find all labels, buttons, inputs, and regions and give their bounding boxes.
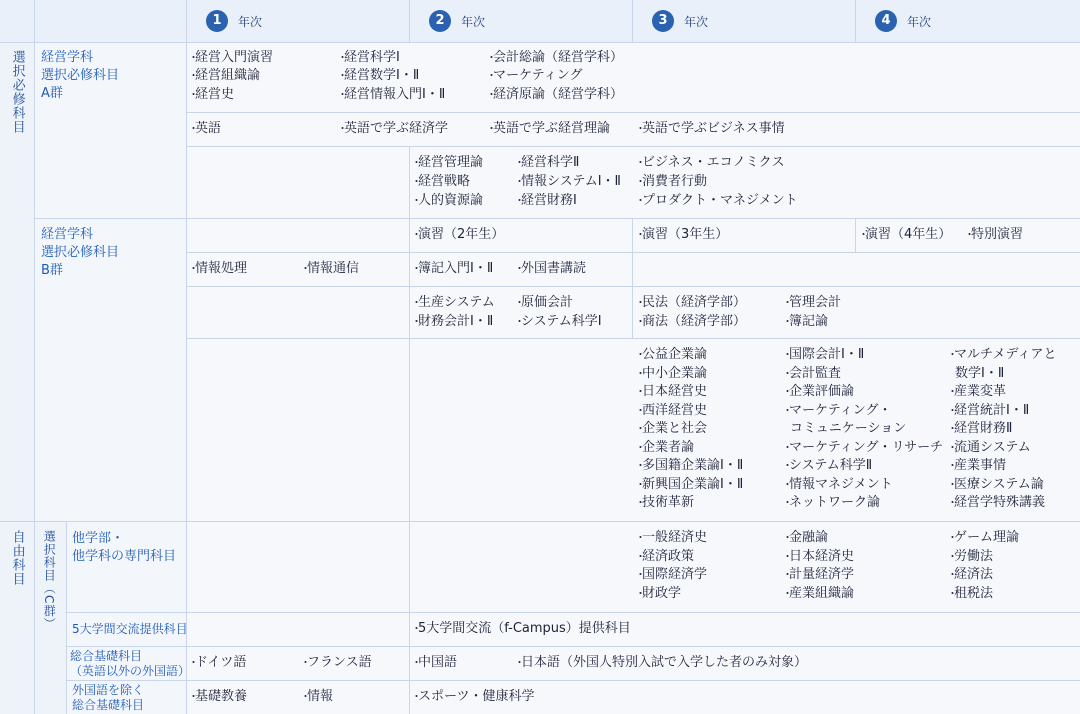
course-item: ・ 外国書講読 (522, 260, 586, 278)
course-item: ・ 演習（4年生） (866, 226, 951, 244)
course-item: ・ 情報システムⅠ・Ⅱ (522, 173, 621, 191)
course-item: ・ 経営史 (196, 86, 234, 104)
course-item: ・ 経営組織論 (196, 67, 260, 85)
course-item: ・ 経営戦略 (419, 173, 470, 191)
course-item: ・ ビジネス・エコノミクス (643, 154, 784, 172)
course-item: ・ 英語で学ぶ経済学 (345, 120, 448, 138)
course-item: ・ ネットワーク論 (790, 494, 880, 512)
category-other-faculty: 他学部・ 他学科の専門科目 (72, 531, 177, 564)
section-free: 自由科目 (9, 530, 25, 586)
category-five-univ: 5大学間交流提供科目 (72, 622, 188, 636)
year-2-badge: 2 (429, 10, 451, 32)
course-item: ・ 経営科学Ⅱ (522, 154, 579, 172)
course-item: ・ 英語で学ぶビジネス事情 (643, 120, 785, 138)
course-item: ・ 計量経済学 (790, 566, 854, 584)
course-item: ・ 5大学間交流（f-Campus）提供科目 (419, 620, 631, 638)
course-item: ・ 消費者行動 (643, 173, 707, 191)
course-item: ・ 産業事情 (955, 457, 1006, 475)
course-item: ・ 演習（2年生） (419, 226, 504, 244)
category-a-group: 経営学科 選択必修科目 A群 (41, 50, 120, 101)
year-3-badge: 3 (652, 10, 674, 32)
course-item: ・ マルチメディアと (955, 346, 1056, 364)
course-item-continued: コミュニケーション (790, 421, 907, 436)
course-item: ・ 経営科学Ⅰ (345, 49, 400, 67)
course-item: ・ 英語で学ぶ経営理論 (494, 120, 610, 138)
course-item: ・ 原価会計 (522, 294, 573, 312)
course-item: ・ 経営数学Ⅰ・Ⅱ (345, 67, 419, 85)
course-item: ・ 情報マネジメント (790, 476, 893, 494)
year-1-badge: 1 (206, 10, 228, 32)
course-item: ・ 簿記入門Ⅰ・Ⅱ (419, 260, 493, 278)
course-item: ・ 会計総論（経営学科） (494, 49, 623, 67)
category-b-group: 経営学科 選択必修科目 B群 (41, 227, 120, 278)
course-item: ・ 経済原論（経営学科） (494, 86, 623, 104)
course-item: ・ 経営情報入門Ⅰ・Ⅱ (345, 86, 445, 104)
course-item: ・ マーケティング・ (790, 402, 891, 420)
course-item: ・ 多国籍企業論Ⅰ・Ⅱ (643, 457, 743, 475)
course-item: ・ 日本語（外国人特別入試で入学した者のみ対象） (522, 654, 807, 672)
section-elective-c: 選択科目（C群） (42, 530, 57, 631)
course-item: ・ 技術革新 (643, 494, 694, 512)
course-item: ・ 中小企業論 (643, 365, 707, 383)
course-item: ・ 英語 (196, 120, 221, 138)
course-item: ・ 情報処理 (196, 260, 247, 278)
course-item: ・ 特別演習 (972, 226, 1023, 244)
course-item: ・ 経済政策 (643, 548, 694, 566)
section-required-elective: 選択必修科目 (9, 50, 25, 134)
course-item: ・ 簿記論 (790, 313, 828, 331)
category-general-other: 外国語を除く 総合基礎科目 (72, 683, 145, 712)
course-item: ・ ドイツ語 (196, 654, 246, 672)
course-item: ・ 新興国企業論Ⅰ・Ⅱ (643, 476, 743, 494)
course-item: ・ 経済法 (955, 566, 993, 584)
course-item: ・ 経営入門演習 (196, 49, 273, 67)
course-item: ・ 財政学 (643, 585, 681, 603)
course-item: ・ 租税法 (955, 585, 993, 603)
course-item: ・ 中国語 (419, 654, 457, 672)
course-item: ・ 労働法 (955, 548, 993, 566)
year-4-badge: 4 (875, 10, 897, 32)
course-item: ・ 民法（経済学部） (643, 294, 746, 312)
course-item: ・ マーケティング (494, 67, 582, 85)
course-item: ・ マーケティング・リサーチ (790, 439, 943, 457)
course-item: ・ 演習（3年生） (643, 226, 728, 244)
course-item: ・ 人的資源論 (419, 192, 483, 210)
course-item: ・ 企業と社会 (643, 420, 707, 438)
course-item: ・ 一般経済史 (643, 529, 707, 547)
course-item: ・ 管理会計 (790, 294, 841, 312)
course-item: ・ 経営学特殊講義 (955, 494, 1045, 512)
course-item: ・ 会計監査 (790, 365, 841, 383)
course-item: ・ 流通システム (955, 439, 1031, 457)
course-item: ・ 企業評価論 (790, 383, 854, 401)
course-item: ・ 経営財務Ⅱ (955, 420, 1012, 438)
course-area-bg (186, 42, 1080, 714)
year-3-label: 年次 (684, 15, 709, 29)
year-4-label: 年次 (907, 15, 932, 29)
course-item: ・ 日本経営史 (643, 383, 707, 401)
course-item: ・ 産業組織論 (790, 585, 854, 603)
course-item: ・ プロダクト・マネジメント (643, 192, 798, 210)
year-2-label: 年次 (461, 15, 486, 29)
course-item: ・ 商法（経済学部） (643, 313, 746, 331)
course-item: ・ 経営管理論 (419, 154, 483, 172)
year-1-label: 年次 (238, 15, 263, 29)
course-item: ・ 生産システム (419, 294, 495, 312)
course-item: ・ 財務会計Ⅰ・Ⅱ (419, 313, 493, 331)
course-item: ・ 西洋経営史 (643, 402, 707, 420)
course-item: ・ 金融論 (790, 529, 828, 547)
course-item: ・ システム科学Ⅱ (790, 457, 872, 475)
course-item: ・ 企業者論 (643, 439, 694, 457)
course-item: ・ ゲーム理論 (955, 529, 1019, 547)
course-item: ・ 基礎教養 (196, 688, 247, 706)
course-item: ・ 国際経済学 (643, 566, 707, 584)
course-item: ・ 産業変革 (955, 383, 1006, 401)
course-item: ・ 公益企業論 (643, 346, 707, 364)
course-item: ・ スポーツ・健康科学 (419, 688, 534, 706)
course-item: ・ 日本経済史 (790, 548, 854, 566)
course-item: ・ 経営統計Ⅰ・Ⅱ (955, 402, 1029, 420)
course-item: ・ 情報通信 (308, 260, 359, 278)
category-general-foreign: 総合基礎科目 （英語以外の外国語） (70, 649, 191, 678)
category-col-bg (34, 42, 186, 521)
course-item-continued: 数学Ⅰ・Ⅱ (955, 366, 1005, 381)
course-item: ・ システム科学Ⅰ (522, 313, 602, 331)
course-item: ・ 情報 (308, 688, 333, 706)
course-item: ・ フランス語 (308, 654, 372, 672)
course-item: ・ 経営財務Ⅰ (522, 192, 577, 210)
course-item: ・ 医療システム論 (955, 476, 1044, 494)
course-item: ・ 国際会計Ⅰ・Ⅱ (790, 346, 864, 364)
